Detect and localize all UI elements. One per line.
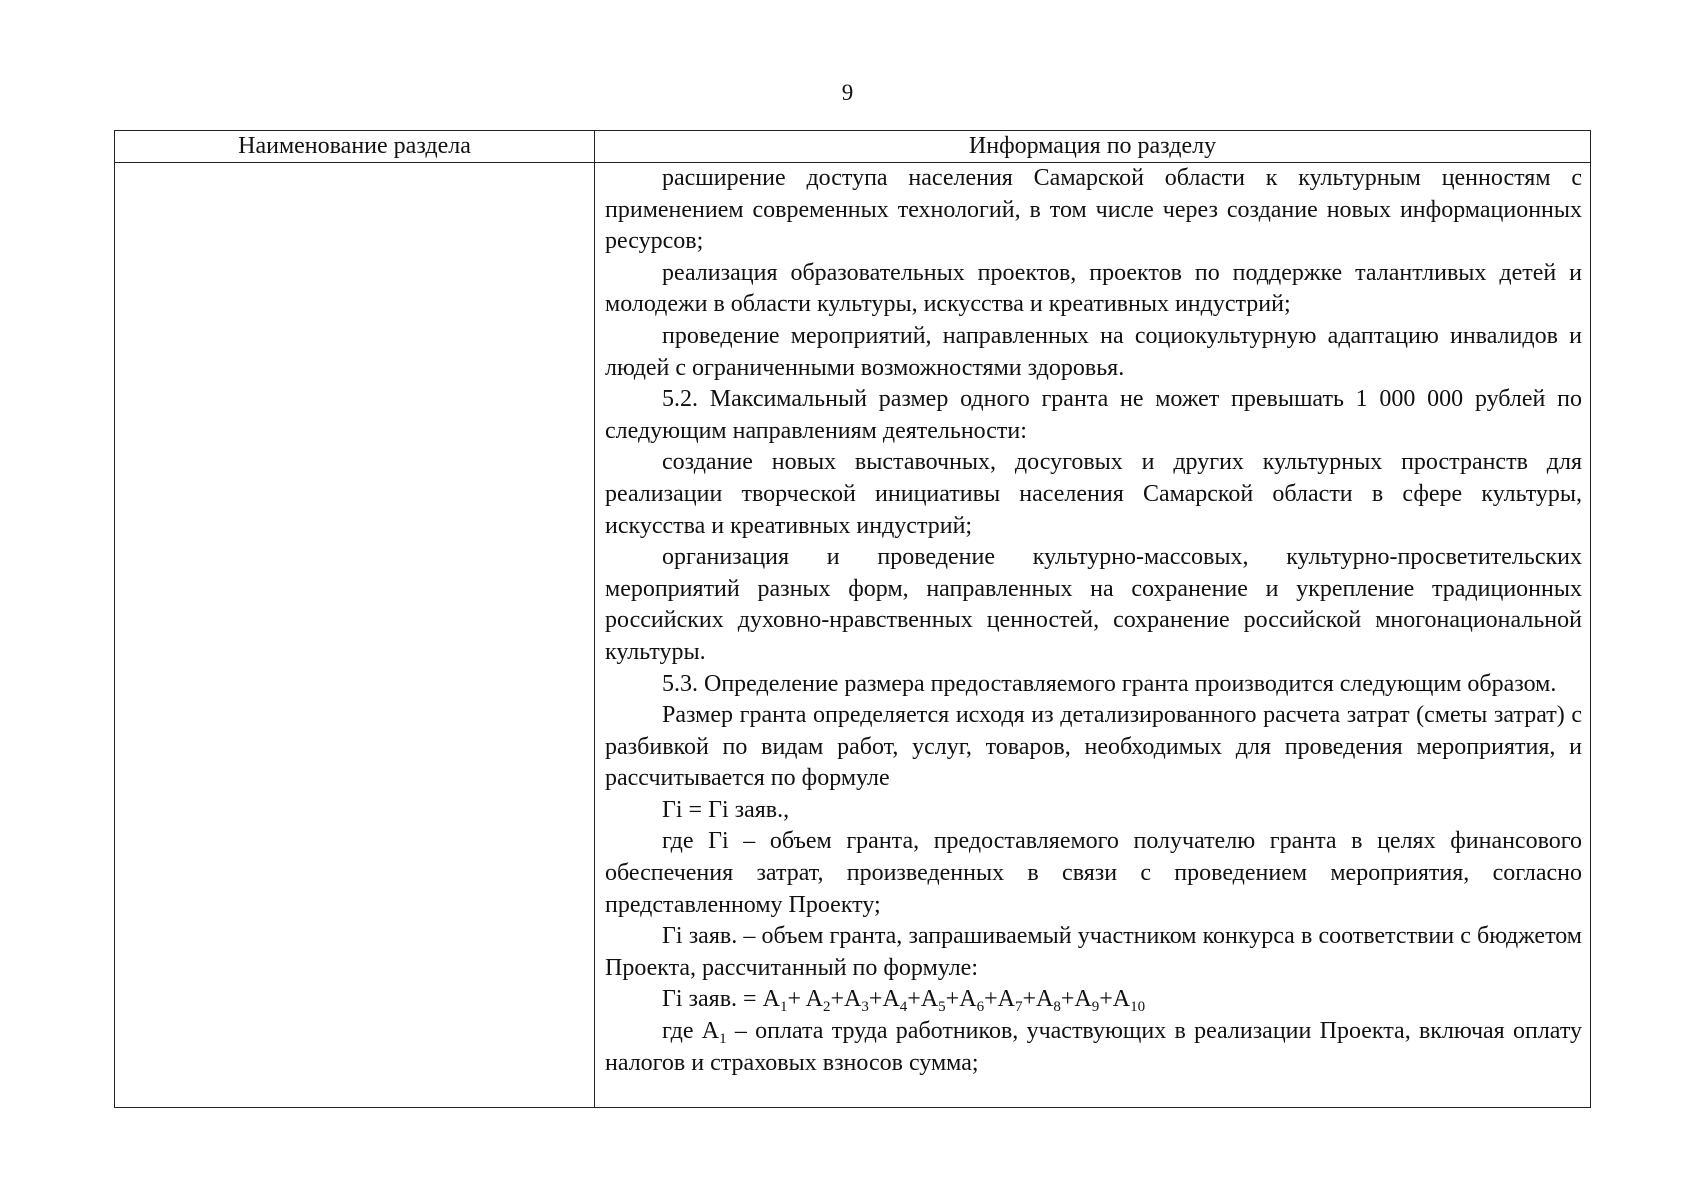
formula-term-subscript: 3 <box>861 999 869 1016</box>
formula-term: A <box>1074 986 1092 1013</box>
formula-prefix: Гi заяв. = <box>662 986 763 1013</box>
formula-term-subscript: 6 <box>976 999 985 1016</box>
formula-operator: + <box>945 986 960 1013</box>
formula-term-subscript: 5 <box>938 999 946 1016</box>
formula-operator: + <box>907 986 921 1013</box>
formula-term-subscript: 7 <box>1014 999 1023 1016</box>
formula-term-subscript: 9 <box>1091 999 1100 1016</box>
paragraph: расширение доступа населения Самарской области к культурным ценностям с применением современных технологий, в том числе через создание новых информационных ресурсов; <box>605 165 1582 255</box>
formula-term-subscript: 8 <box>1053 999 1061 1016</box>
section-info-cell <box>595 163 1591 1108</box>
paragraph: создание новых выставочных, досуговых и других культурных пространств для реализации творческой инициативы населения Самарской области в сфере культуры, искусства и креативных индустрий; <box>605 449 1582 539</box>
formula-terms <box>762 986 1146 1016</box>
header-section-name: Наименование раздела <box>115 131 595 163</box>
formula-line: Гi = Гi заяв., <box>662 796 790 823</box>
formula-term-subscript: 2 <box>823 999 831 1016</box>
page-number: 9 <box>841 80 854 105</box>
paragraph: проведение мероприятий, направленных на социокультурную адаптацию инвалидов и людей с ограниченными возможностями здоровья. <box>605 322 1582 381</box>
formula-term: A <box>844 986 862 1013</box>
table-row <box>115 163 1591 1108</box>
formula-term: A <box>882 986 900 1013</box>
header-section-info: Информация по разделу <box>595 131 1591 163</box>
formula-term: A <box>762 986 780 1013</box>
section-table <box>114 130 1591 1108</box>
subscript: 1 <box>719 1031 727 1048</box>
formula-operator: + <box>830 986 845 1013</box>
paragraph: реализация образовательных проектов, проектов по поддержке талантливых детей и молодежи в области культуры, искусства и креативных индустрий; <box>605 259 1582 318</box>
formula-term: A <box>805 986 823 1013</box>
paragraph: Гi заяв. – объем гранта, запрашиваемый участником конкурса в соответствии с бюджетом Проекта, рассчитанный по формуле: <box>605 923 1582 981</box>
formula-operator: + <box>787 986 806 1013</box>
formula-term-subscript: 10 <box>1130 999 1146 1016</box>
formula-term-subscript: 4 <box>899 999 908 1016</box>
formula-term: A <box>920 986 939 1013</box>
paragraph-rest: – оплата труда работников, участвующих в реализации Проекта, включая оплату налогов и страховых взносов сумма; <box>605 1018 1582 1076</box>
formula-term: A <box>997 986 1015 1013</box>
formula-operator: + <box>868 986 883 1013</box>
paragraph-start: где A <box>662 1018 720 1045</box>
section-name-cell <box>115 163 595 1108</box>
formula-term: A <box>1036 986 1054 1013</box>
formula-term: A <box>959 986 977 1013</box>
formula-line <box>605 984 1582 1016</box>
formula-operator: + <box>1022 986 1036 1013</box>
formula-operator: + <box>1060 986 1075 1013</box>
formula-operator: + <box>984 986 998 1013</box>
paragraph: Размер гранта определяется исходя из детализированного расчета затрат (сметы затрат) с разбивкой по видам работ, услуг, товаров, необходимых для проведения мероприятия, и рассчитывается по формуле <box>605 702 1582 792</box>
formula-term-subscript: 1 <box>779 999 788 1016</box>
paragraph: 5.3. Определение размера предоставляемого гранта производится следующим образом. <box>662 670 1557 697</box>
paragraph: организация и проведение культурно-массовых, культурно-просветительских мероприятий разных форм, направленных на сохранение и укрепление традиционных российских духовно-нравственных ценностей, сохранение российской многонациональной культуры. <box>605 544 1582 665</box>
paragraph: где Гi – объем гранта, предоставляемого получателю гранта в целях финансового обеспечения затрат, произведенных в связи с проведением мероприятия, согласно представленному Проекту; <box>605 828 1582 918</box>
paragraph <box>605 1016 1582 1079</box>
formula-operator: + <box>1099 986 1113 1013</box>
formula-term: A <box>1112 986 1131 1013</box>
paragraph: 5.2. Максимальный размер одного гранта не может превышать 1 000 000 рублей по следующим направлениям деятельности: <box>605 386 1582 444</box>
table-header-row <box>115 131 1591 163</box>
